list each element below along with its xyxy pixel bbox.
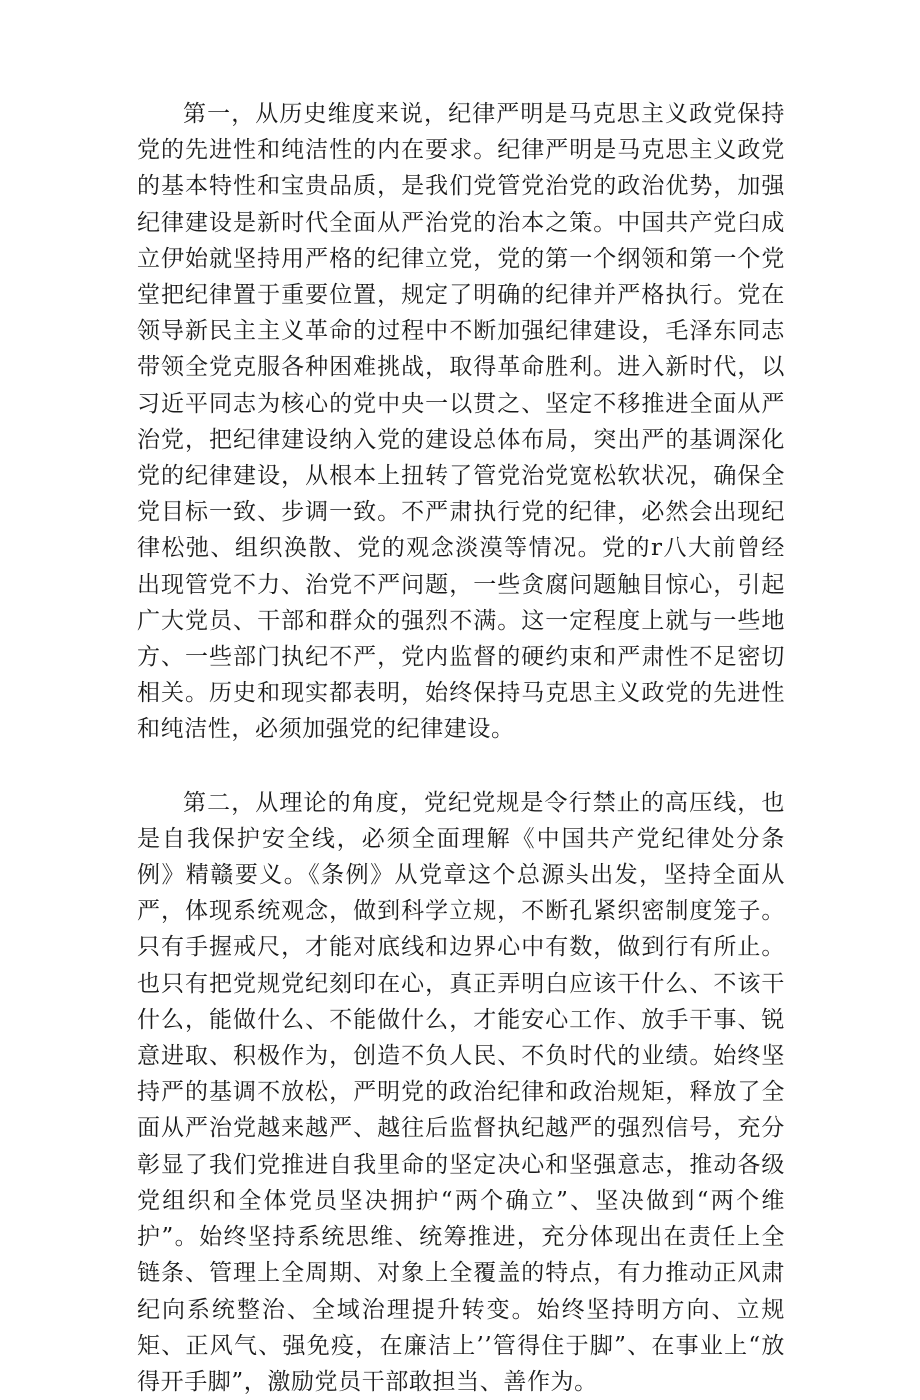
paragraph-theory: 第二，从理论的角度，党纪党规是令行禁止的高压线，也是自我保护安全线，必须全面理解《中国共产党纪律处分条例》精赣要义。《条例》从党章这个总源头出发，坚持全面从严，体现系统观念，做到科学立规，不断孔紧织密制度笼子。只有手握戒尺，才能对底线和边界心中有数，做到行有所止。也只有把党规党纪刻印在心，真正弄明白应该干什么、不该干什么，能做什么、不能做什么，才能安心工作、放手干事、锐意进取、积极作为，创造不负人民、不负时代的业绩。始终坚持严的基调不放松，严明党的政治纪律和政治规矩，释放了全面从严治党越来越严、越往后监督执纪越严的强烈信号，充分彰显了我们党推进自我里命的坚定决心和坚强意志，推动各级党组织和全体党员坚决拥护“两个确立”、坚决做到“两个维护”。始终坚持系统思维、统筹推进，充分体现出在责任上全链条、管理上全周期、对象上全覆盖的特点，有力推动正风肃纪向系统整治、全域治理提升转变。始终坚持明方向、立规矩、正风气、强免疫，在廉洁上’’管得住于脚”、在事业上“放得开手脚”，激励党员干部敢担当、善作为。 xyxy=(137,789,785,1395)
document-body xyxy=(137,96,785,1400)
paragraph-history: 第一，从历史维度来说，纪律严明是马克思主义政党保持党的先进性和纯洁性的内在要求。纪律严明是马克思主义政党的基本特性和宝贵品质，是我们党管党治党的政治优势，加强纪律建设是新时代全面从严治党的治本之策。中国共产党臼成立伊始就坚持用严格的纪律立党，党的第一个纲领和第一个党堂把纪律置于重要位置，规定了明确的纪律并严格执行。党在领导新民主主义革命的过程中不断加强纪律建设，毛泽东同志带领全党克服各种困难挑战，取得革命胜利。进入新时代，以习近平同志为核心的党中央一以贯之、坚定不移推进全面从严治党，把纪律建设纳入党的建设总体布局，突出严的基调深化党的纪律建设，从根本上扭转了管党治党宽松软状况，确保全党目标一致、步调一致。不严肃执行党的纪律，必然会出现纪律松弛、组织涣散、党的观念淡漠等情况。党的r八大前曾经出现管党不力、治党不严问题，一些贪腐问题触目惊心，引起广大党员、干部和群众的强烈不满。这一定程度上就与一些地方、一些部门执纪不严，党内监督的硬约束和严肃性不足密切相关。历史和现实都表明，始终保持马克思主义政党的先进性和纯洁性，必须加强党的纪律建设。 xyxy=(137,101,785,743)
